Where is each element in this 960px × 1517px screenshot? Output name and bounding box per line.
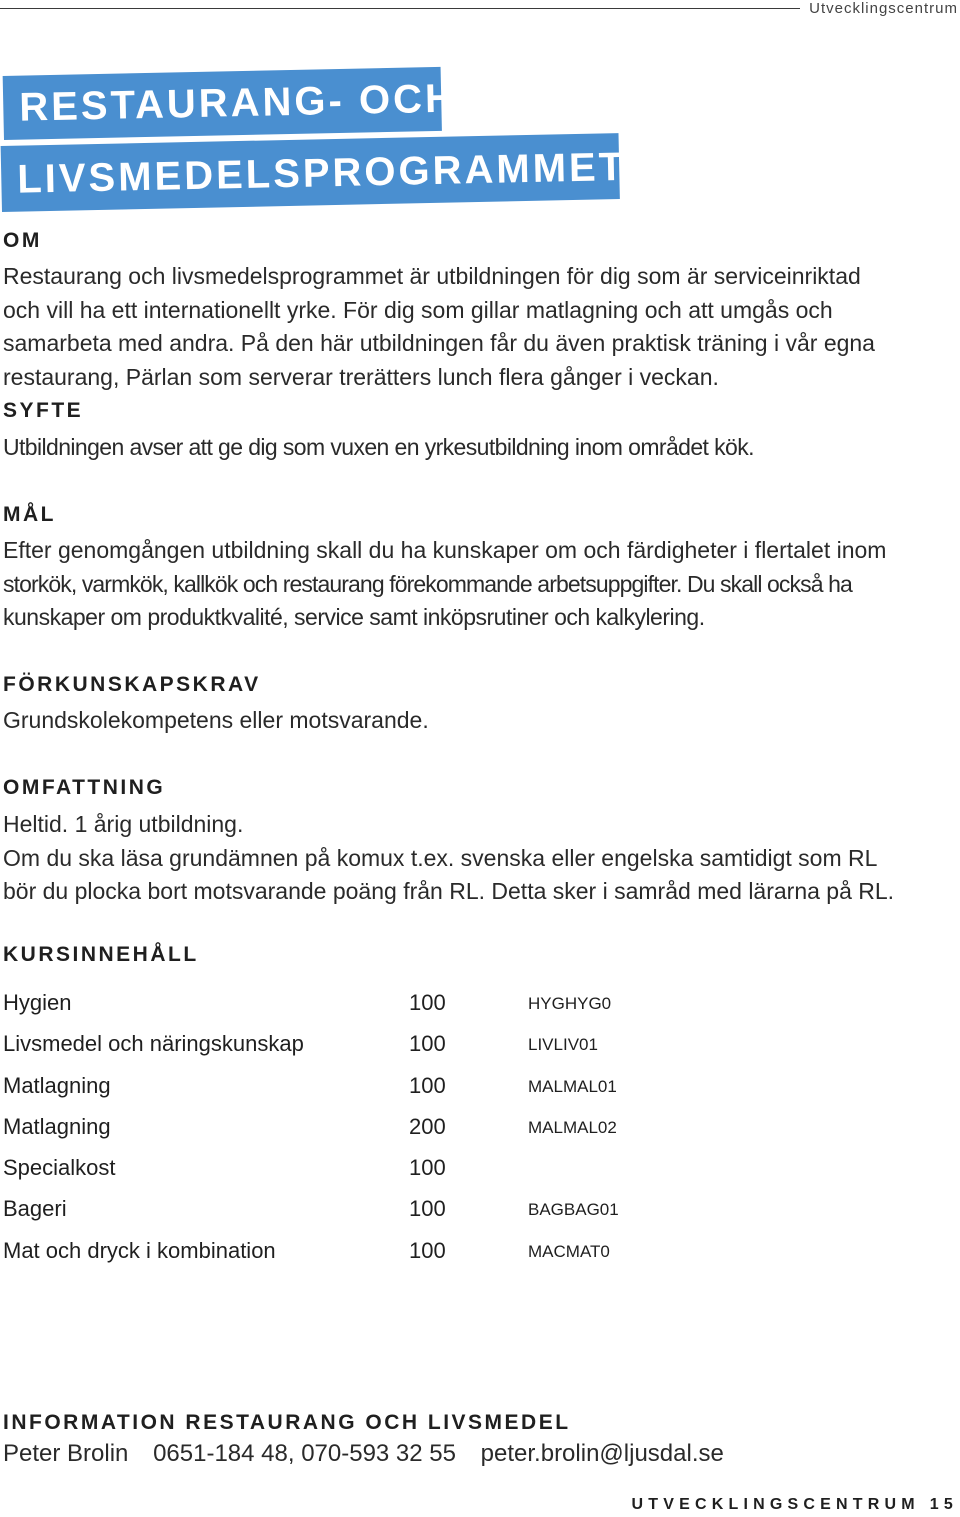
heading-forkunskapskrav: FÖRKUNSKAPSKRAV	[3, 673, 261, 696]
heading-mal: MÅL	[3, 503, 56, 526]
om-line: restaurang, Pärlan som serverar trerätters lunch flera gånger i veckan.	[3, 363, 719, 390]
paragraph-syfte	[3, 431, 959, 465]
contact-phones: 0651-184 48, 070-593 32 55	[153, 1440, 456, 1467]
course-points: 100	[409, 1196, 446, 1222]
contact-line	[3, 1440, 742, 1468]
contact-email[interactable]: peter.brolin@ljusdal.se	[480, 1440, 724, 1467]
course-name: Matlagning	[3, 1072, 111, 1098]
table-row	[3, 1114, 703, 1155]
heading-omfattning: OMFATTNING	[3, 776, 166, 799]
table-row	[3, 1196, 703, 1237]
heading-syfte: SYFTE	[3, 399, 84, 422]
heading-om: OM	[3, 229, 42, 252]
course-code: MACMAT0	[528, 1241, 610, 1261]
table-row	[3, 1031, 703, 1072]
course-points: 100	[409, 1072, 446, 1098]
title-line-1: RESTAURANG- OCH	[18, 76, 458, 130]
mal-line: storkök, varmkök, kallkök och restaurang förekommande arbetsuppgifter. Du skall också ha	[3, 570, 852, 597]
paragraph-omfattning	[3, 808, 959, 909]
table-row	[3, 1238, 703, 1279]
forkunskapskrav-line: Grundskolekompetens eller motsvarande.	[3, 707, 429, 733]
omfattning-line: Om du ska läsa grundämnen på komux t.ex. svenska eller engelska samtidigt som RL	[3, 844, 878, 871]
table-row	[3, 1073, 703, 1114]
paragraph-forkunskapskrav	[3, 704, 959, 738]
syfte-line: Utbildningen avser att ge dig som vuxen en yrkesutbildning inom området kök.	[3, 434, 754, 460]
running-header: Utvecklingscentrum	[809, 0, 958, 17]
course-table	[3, 990, 703, 1279]
course-code: BAGBAG01	[528, 1200, 619, 1220]
course-points: 100	[409, 1237, 446, 1263]
om-line: och vill ha ett internationellt yrke. För dig som gillar matlagning och att umgås och	[3, 296, 833, 323]
course-points: 100	[409, 990, 446, 1015]
course-points: 200	[409, 1113, 446, 1139]
course-name: Matlagning	[3, 1113, 111, 1139]
course-name: Specialkost	[3, 1155, 116, 1181]
contact-name: Peter Brolin	[3, 1440, 129, 1467]
page-number: 15	[929, 1496, 958, 1513]
paragraph-mal	[3, 534, 959, 635]
title-banner-line-2	[1, 133, 627, 212]
page-footer	[632, 1496, 958, 1514]
omfattning-line: Heltid. 1 årig utbildning.	[3, 811, 244, 837]
paragraph-om	[3, 260, 959, 394]
course-name: Hygien	[3, 990, 72, 1015]
header-rule	[0, 8, 800, 9]
mal-line: Efter genomgången utbildning skall du ha kunskaper om och färdigheter i flertalet inom	[3, 537, 887, 563]
course-code: HYGHYG0	[528, 994, 612, 1013]
course-name: Livsmedel och näringskunskap	[3, 1031, 304, 1057]
om-line: Restaurang och livsmedelsprogrammet är utbildningen för dig som är serviceinriktad	[3, 263, 861, 289]
heading-kursinnehall: KURSINNEHÅLL	[3, 943, 199, 966]
mal-line: kunskaper om produktkvalité, service samt inköpsrutiner och kalkylering.	[3, 604, 705, 630]
course-name: Mat och dryck i kombination	[3, 1237, 276, 1263]
heading-contact: INFORMATION RESTAURANG OCH LIVSMEDEL	[3, 1411, 571, 1434]
course-code: MALMAL01	[528, 1076, 617, 1096]
om-line: samarbeta med andra. På den här utbildningen får du även praktisk träning i vår egna	[3, 330, 875, 356]
title-banner-line-1	[3, 67, 458, 140]
table-row	[3, 990, 703, 1031]
course-points: 100	[409, 1031, 446, 1057]
course-code: LIVLIV01	[528, 1035, 598, 1055]
title-line-2: LIVSMEDELSPROGRAMMET	[16, 144, 627, 202]
omfattning-line: bör du plocka bort motsvarande poäng från RL. Detta sker i samråd med lärarna på RL.	[3, 878, 895, 904]
footer-label: UTVECKLINGSCENTRUM	[631, 1496, 920, 1513]
course-name: Bageri	[3, 1196, 67, 1222]
course-points: 100	[409, 1155, 446, 1181]
table-row	[3, 1155, 703, 1196]
course-code: MALMAL02	[528, 1117, 617, 1137]
